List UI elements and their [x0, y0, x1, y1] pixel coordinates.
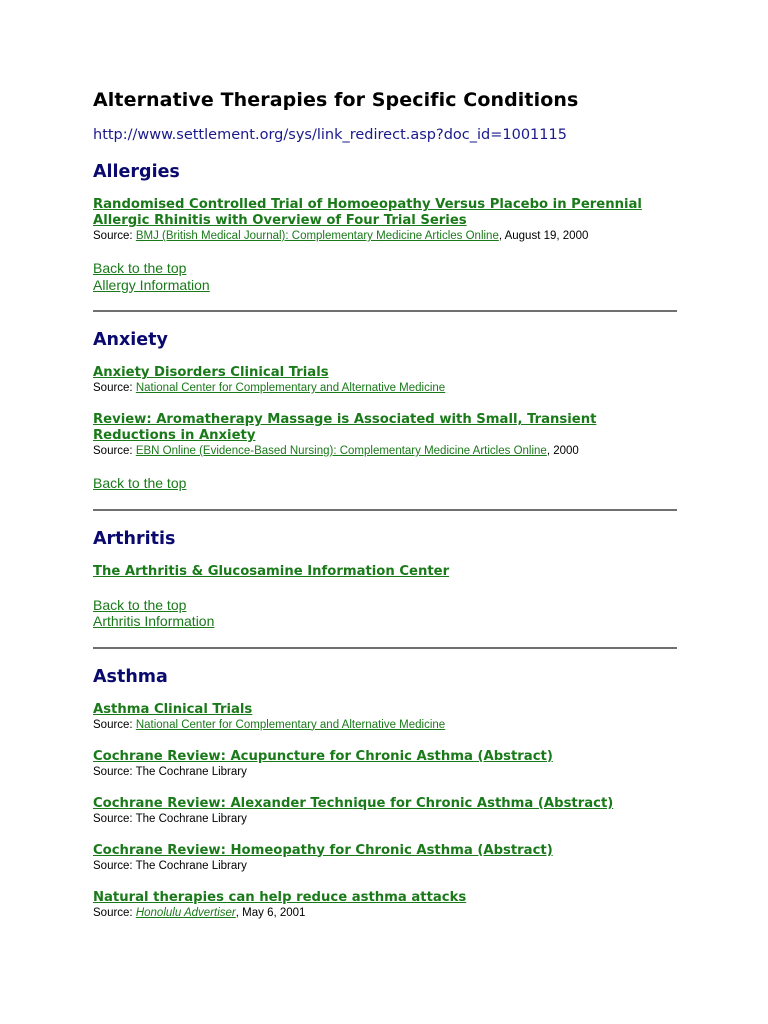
list-item: [93, 843, 677, 873]
source-date: , August 19, 2000: [498, 230, 589, 242]
section-heading-asthma: Asthma: [93, 666, 168, 687]
arthritis-information-link[interactable]: Arthritis Information: [93, 613, 215, 629]
back-to-top-link[interactable]: Back to the top: [93, 596, 187, 613]
article-source: Source: The Cochrane Library: [93, 812, 247, 825]
article-source: [93, 718, 677, 732]
source-label: Source:: [93, 718, 136, 731]
list-item: [93, 702, 677, 732]
section-arthritis: [93, 528, 677, 630]
list-item: [93, 890, 677, 920]
article-title-line: Reductions in Anxiety: [93, 428, 256, 443]
article-link-homoeopathy-rhinitis[interactable]: [93, 197, 677, 229]
section-anxiety: [93, 329, 677, 492]
section-divider: [93, 310, 677, 312]
section-heading-anxiety: Anxiety: [93, 330, 168, 350]
list-item: [93, 365, 677, 395]
page-title: Alternative Therapies for Specific Conditions: [93, 89, 579, 111]
article-link-asthma-trials[interactable]: Asthma Clinical Trials: [93, 701, 253, 717]
source-label: Source:: [93, 382, 136, 394]
back-to-top-link[interactable]: Back to the top: [93, 260, 187, 276]
article-source: [93, 381, 677, 395]
article-link-glucosamine-center[interactable]: The Arthritis & Glucosamine Information Center: [93, 563, 450, 579]
article-title-line: Review: Aromatherapy Massage is Associated with Small, Transient: [93, 412, 597, 427]
source-url: http://www.settlement.org/sys/link_redirect.asp?doc_id=1001115: [93, 127, 567, 143]
source-link-nccam[interactable]: National Center for Complementary and Alternative Medicine: [135, 718, 446, 731]
source-link-honolulu-advertiser[interactable]: Honolulu Advertiser: [135, 906, 236, 919]
article-source: [93, 444, 677, 458]
section-divider: [93, 509, 677, 511]
source-date: , May 6, 2001: [235, 906, 306, 919]
article-source: Source: The Cochrane Library: [93, 859, 247, 872]
list-item: [93, 564, 677, 580]
section-nav: [93, 597, 677, 630]
source-label: Source:: [93, 445, 136, 457]
article-link-natural-therapies[interactable]: Natural therapies can help reduce asthma attacks: [93, 889, 467, 905]
article-source: [93, 229, 677, 243]
section-heading-allergies: Allergies: [93, 162, 180, 182]
section-nav: [93, 475, 677, 492]
article-link-aromatherapy[interactable]: [93, 412, 677, 444]
section-allergies: [93, 161, 677, 293]
article-source: Source: The Cochrane Library: [93, 765, 247, 778]
source-link-bmj[interactable]: BMJ (British Medical Journal): Complementary Medicine Articles Online: [135, 230, 499, 242]
list-item: [93, 197, 677, 243]
source-label: Source:: [93, 906, 136, 919]
source-label: Source:: [93, 230, 136, 242]
document-page: [93, 88, 677, 920]
source-date: , 2000: [546, 445, 579, 457]
source-link-nccam[interactable]: National Center for Complementary and Alternative Medicine: [135, 382, 446, 394]
back-to-top-link[interactable]: Back to the top: [93, 475, 187, 491]
article-link-anxiety-trials[interactable]: Anxiety Disorders Clinical Trials: [93, 365, 329, 380]
article-source: [93, 906, 677, 920]
section-asthma: [93, 666, 677, 920]
article-title-line: Allergic Rhinitis with Overview of Four Trial Series: [93, 213, 467, 228]
article-link-alexander-technique[interactable]: Cochrane Review: Alexander Technique for Chronic Asthma (Abstract): [93, 795, 614, 811]
article-title-line: Randomised Controlled Trial of Homoeopathy Versus Placebo in Perennial: [93, 197, 642, 212]
source-link-ebn[interactable]: EBN Online (Evidence-Based Nursing): Complementary Medicine Articles Online: [135, 445, 547, 457]
article-link-acupuncture-asthma[interactable]: Cochrane Review: Acupuncture for Chronic Asthma (Abstract): [93, 748, 553, 764]
article-link-homeopathy-asthma[interactable]: Cochrane Review: Homeopathy for Chronic Asthma (Abstract): [93, 842, 553, 858]
section-divider: [93, 647, 677, 649]
allergy-information-link[interactable]: Allergy Information: [93, 276, 210, 293]
list-item: [93, 749, 677, 779]
section-nav: [93, 260, 677, 293]
list-item: [93, 796, 677, 826]
section-heading-arthritis: Arthritis: [93, 528, 176, 549]
list-item: [93, 412, 677, 458]
